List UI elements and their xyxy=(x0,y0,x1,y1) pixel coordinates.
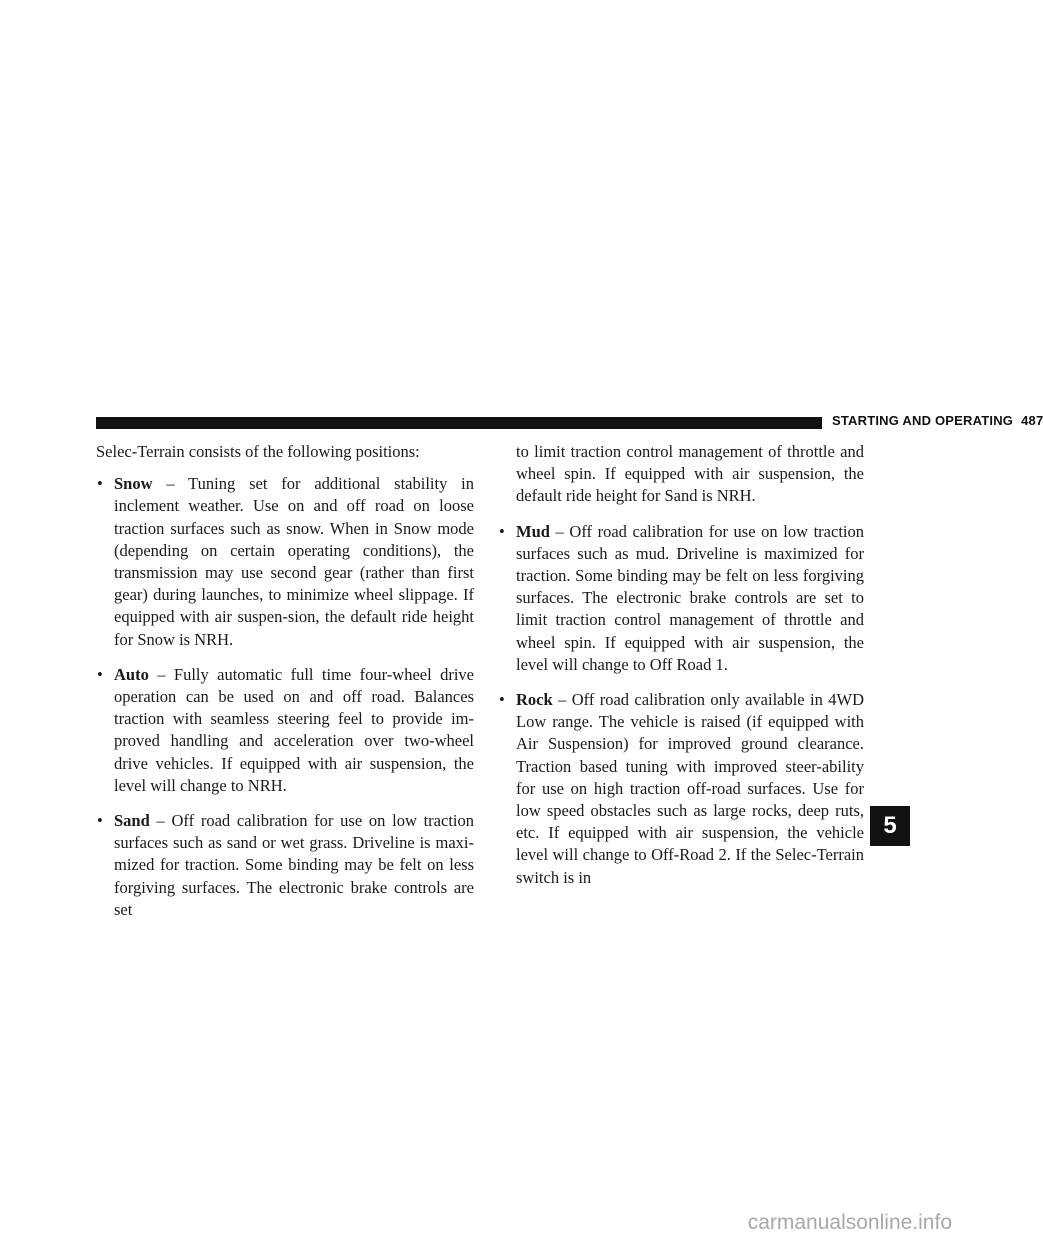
item-term: Sand xyxy=(114,811,150,831)
item-text: – Fully automatic full time four-wheel drive operation can be used on and off road. Balances traction with seamless steering feel to provide im-proved handling and acceleration over two-wheel drive vehicles. If equipped with air suspension, the level will change to NRH. xyxy=(114,664,474,795)
right-column xyxy=(498,441,864,902)
item-text: – Off road calibration for use on low traction surfaces such as sand or wet grass. Driveline is maxi-mized for traction. Some binding may be felt on less forgiving surfaces. The electronic brake controls are set xyxy=(114,811,474,919)
running-header xyxy=(832,413,1043,428)
item-text: – Off road calibration only available in 4WD Low range. The vehicle is raised (if equipped with Air Suspension) for improved ground clearance. Traction based tuning with improved steer-ability for use on high traction off-road surfaces. Use for low speed obstacles such as large rocks, deep ruts, etc. If equipped with air suspension, the vehicle level will change to Off-Road 2. If the Selec-Terrain switch is in xyxy=(516,690,864,887)
item-text: – Tuning set for additional stability in inclement weather. Use on and off road on loose traction surfaces such as snow. When in Snow mode (depending on certain operating conditions), the transmission may use second gear (rather than first gear) during launches, to minimize wheel slippage. If equipped with air suspen-sion, the default ride height for Snow is NRH. xyxy=(114,474,474,649)
header-rule xyxy=(96,417,822,429)
list-item-auto xyxy=(96,664,474,797)
list-item-mud xyxy=(498,521,864,676)
footer-watermark: carmanualsonline.info xyxy=(747,1211,952,1234)
chapter-tab: 5 xyxy=(870,806,910,846)
left-column xyxy=(96,441,474,934)
section-title: STARTING AND OPERATING xyxy=(832,413,1014,428)
item-text: – Off road calibration for use on low traction surfaces such as mud. Driveline is maximized for traction. Some binding may be felt on less forgiving surfaces. The electronic brake controls are set to limit traction control management of throttle and wheel spin. If equipped with air suspension, the level will change to Off Road 1. xyxy=(516,521,864,674)
list-item-sand xyxy=(96,810,474,921)
item-term: Snow xyxy=(114,474,153,494)
bullet-icon: • xyxy=(499,690,505,710)
sand-continuation: to limit traction control management of throttle and wheel spin. If equipped with air suspension, the default ride height for Sand is NRH. xyxy=(516,442,864,506)
bullet-icon: • xyxy=(499,521,505,541)
item-term: Mud xyxy=(516,521,550,541)
intro-paragraph: Selec-Terrain consists of the following positions: xyxy=(96,442,420,461)
bullet-icon: • xyxy=(97,474,103,494)
list-item-snow xyxy=(96,473,474,651)
bullet-icon: • xyxy=(97,811,103,831)
item-term: Rock xyxy=(516,690,553,710)
item-term: Auto xyxy=(114,664,149,684)
page-number: 487 xyxy=(1021,413,1043,428)
list-item-rock xyxy=(498,689,864,889)
bullet-icon: • xyxy=(97,664,103,684)
